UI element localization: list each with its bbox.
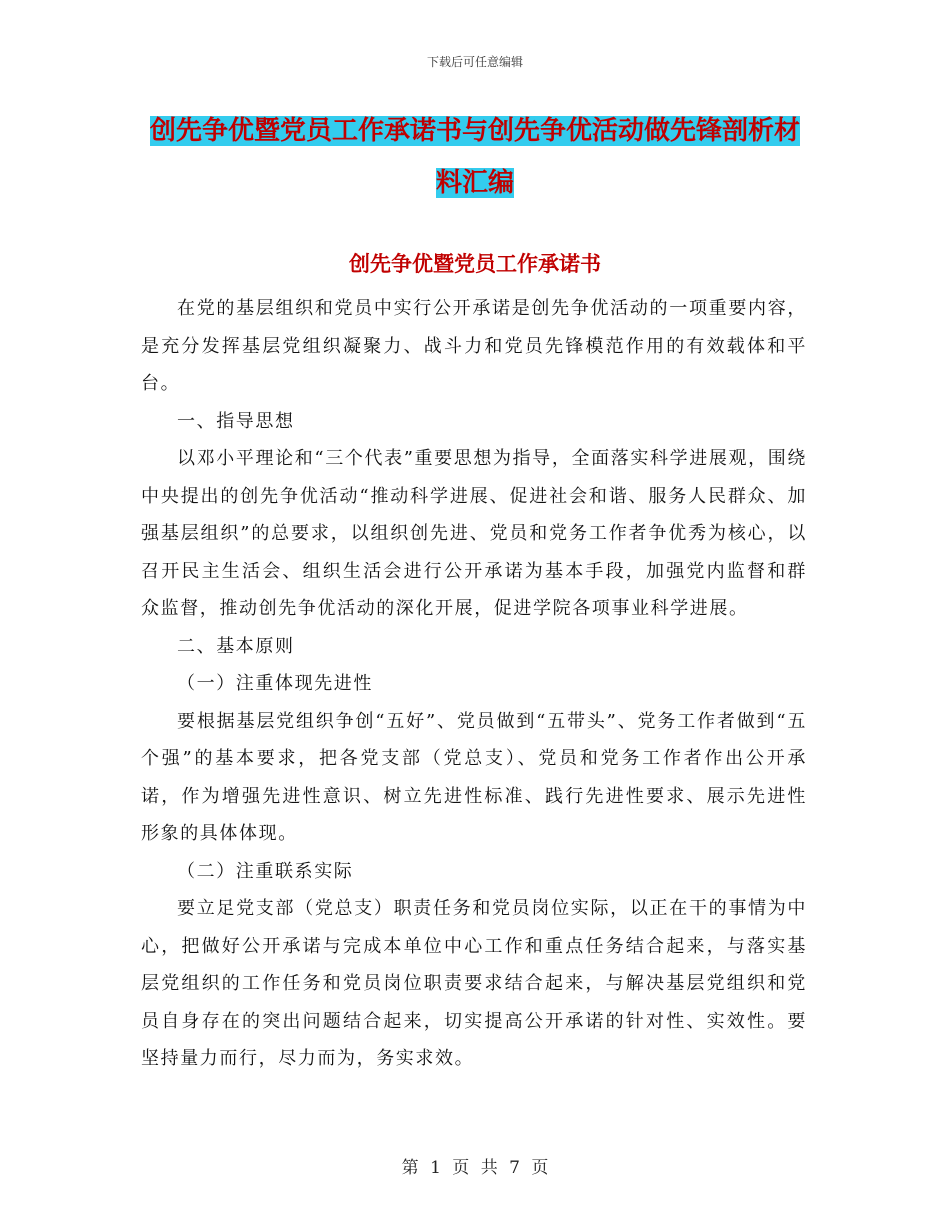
paragraph-practical-link: 要立足党支部（党总支）职责任务和党员岗位实际，以正在干的事情为中心，把做好公开承诺与完成本单位中心工作和重点任务结合起来，与落实基层党组织的工作任务和党员岗位职责要求结合起来，与解决基层党组织和党员自身存在的突出问题结合起来，切实提高公开承诺的针对性、实效性。要坚持量力而行，尽力而为，务实求效。 — [141, 898, 807, 1069]
header-note: 下载后可任意编辑 — [426, 55, 523, 69]
subheading-advanced-nature: （一）注重体现先进性 — [177, 673, 373, 694]
page-number-footer: 第 1 页 共 7 页 — [401, 1158, 549, 1178]
document-title — [140, 105, 810, 209]
paragraph-intro: 在党的基层组织和党员中实行公开承诺是创先争优活动的一项重要内容，是充分发挥基层党组织凝聚力、战斗力和党员先锋模范作用的有效载体和平台。 — [141, 298, 807, 394]
heading-basic-principles: 二、基本原则 — [177, 635, 295, 657]
subheading-practical-link: （二）注重联系实际 — [177, 860, 354, 882]
paragraph-guiding-ideology: 以邓小平理论和“三个代表”重要思想为指导，全面落实科学进展观，围绕中央提出的创先争优活动“推动科学进展、促进社会和谐、服务人民群众、加强基层组织”的总要求，以组织创先进、党员和党务工作者争优秀为核心，以召开民主生活会、组织生活会进行公开承诺为基本手段，加强党内监督和群众监督，推动创先争优活动的深化开展，促进学院各项事业科学进展。 — [141, 448, 807, 619]
document-title-text: 创先争优暨党员工作承诺书与创先争优活动做先锋剖析材料汇编 — [149, 116, 800, 198]
paragraph-advanced-nature: 要根据基层党组织争创“五好”、党员做到“五带头”、党务工作者做到“五个强”的基本要求，把各党支部（党总支）、党员和党务工作者作出公开承诺，作为增强先进性意识、树立先进性标准、践行先进性要求、展示先进性形象的具体体现。 — [141, 710, 807, 844]
heading-guiding-ideology: 一、指导思想 — [177, 410, 295, 432]
section-title: 创先争优暨党员工作承诺书 — [349, 252, 601, 276]
body-text — [141, 290, 807, 1078]
